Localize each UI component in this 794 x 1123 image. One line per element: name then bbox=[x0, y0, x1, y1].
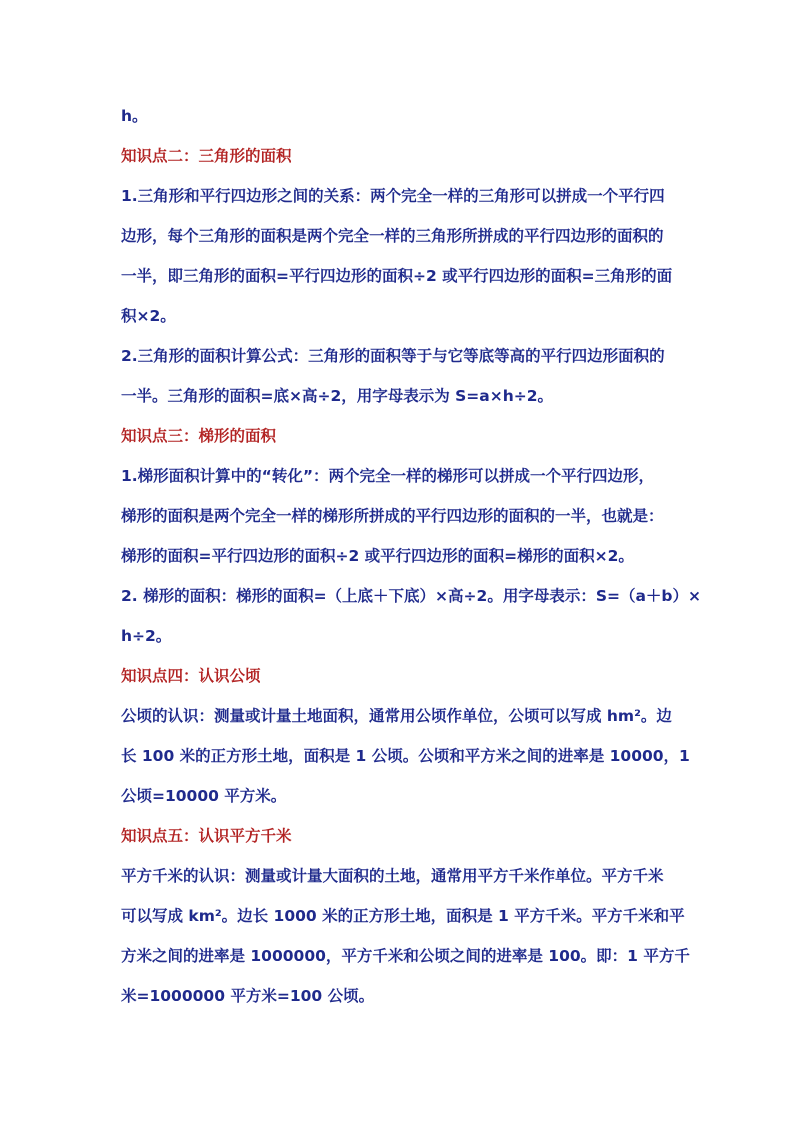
text-line: 梯形的面积=平行四边形的面积÷2 或平行四边形的面积=梯形的面积×2。 bbox=[121, 547, 634, 565]
text-line: 米=1000000 平方米=100 公顷。 bbox=[121, 987, 375, 1005]
section-heading-square-kilometer: 知识点五：认识平方千米 bbox=[121, 827, 292, 845]
text-line: 平方千米的认识：测量或计量大面积的土地，通常用平方千米作单位。平方千米 bbox=[121, 867, 664, 885]
text-line: 1.三角形和平行四边形之间的关系：两个完全一样的三角形可以拼成一个平行四 bbox=[121, 187, 665, 205]
text-line: 长 100 米的正方形土地，面积是 1 公顷。公顷和平方米之间的进率是 10000，1 bbox=[121, 747, 690, 765]
section-heading-hectare: 知识点四：认识公顷 bbox=[121, 667, 261, 685]
text-line: 可以写成 km²。边长 1000 米的正方形土地，面积是 1 平方千米。平方千米和平 bbox=[121, 907, 685, 925]
section-heading-triangle-area: 知识点二：三角形的面积 bbox=[121, 147, 292, 165]
text-line: 积×2。 bbox=[121, 307, 176, 325]
text-line: 一半。三角形的面积=底×高÷2，用字母表示为 S=a×h÷2。 bbox=[121, 387, 554, 405]
text-line: 1.梯形面积计算中的“转化”：两个完全一样的梯形可以拼成一个平行四边形， bbox=[121, 467, 655, 485]
section-heading-trapezoid-area: 知识点三：梯形的面积 bbox=[121, 427, 277, 445]
text-line: 公顷的认识：测量或计量土地面积，通常用公顷作单位，公顷可以写成 hm²。边 bbox=[121, 707, 672, 725]
text-line: h÷2。 bbox=[121, 627, 172, 645]
text-line: 边形，每个三角形的面积是两个完全一样的三角形所拼成的平行四边形的面积的 bbox=[121, 227, 664, 245]
text-line: 一半，即三角形的面积=平行四边形的面积÷2 或平行四边形的面积=三角形的面 bbox=[121, 267, 673, 285]
text-line: h。 bbox=[121, 107, 148, 125]
text-line: 2.三角形的面积计算公式：三角形的面积等于与它等底等高的平行四边形面积的 bbox=[121, 347, 665, 365]
text-line: 方米之间的进率是 1000000，平方千米和公顷之间的进率是 100。即：1 平方千 bbox=[121, 947, 690, 965]
text-line: 梯形的面积是两个完全一样的梯形所拼成的平行四边形的面积的一半，也就是： bbox=[121, 507, 664, 525]
text-line: 2. 梯形的面积：梯形的面积=（上底＋下底）×高÷2。用字母表示：S=（a＋b）× bbox=[121, 587, 702, 605]
text-line: 公顷=10000 平方米。 bbox=[121, 787, 287, 805]
document-page bbox=[121, 96, 702, 1016]
